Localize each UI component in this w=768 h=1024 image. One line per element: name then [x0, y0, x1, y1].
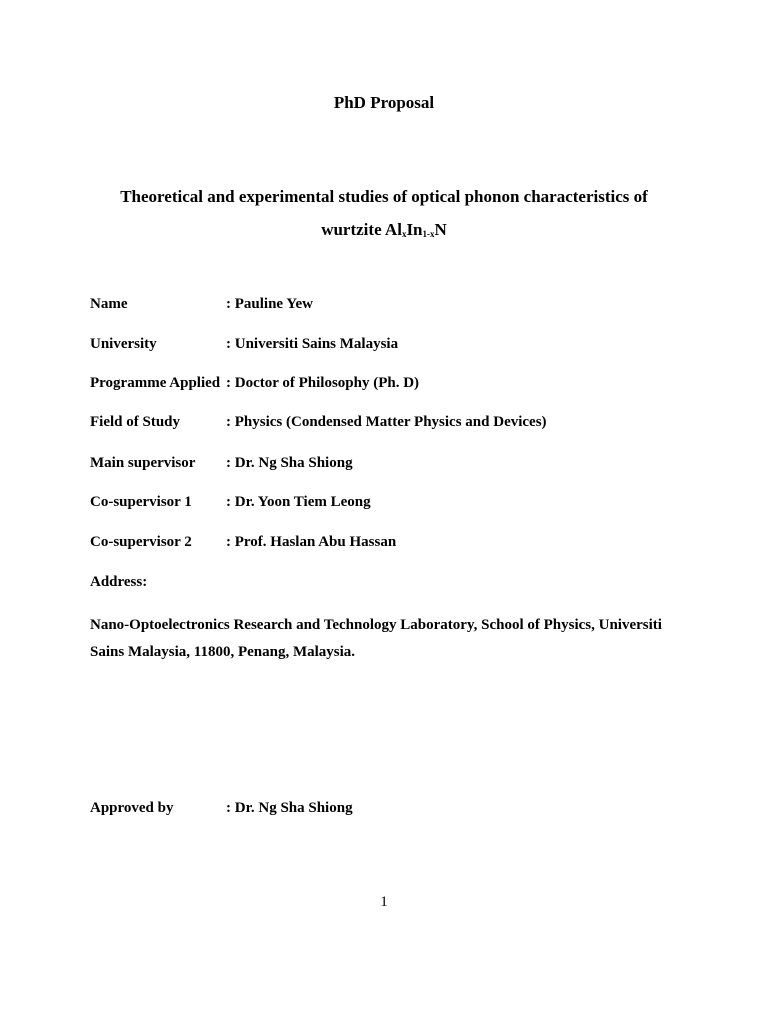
address-text: Nano-Optoelectronics Research and Technology Laboratory, School of Physics, Universiti Sains Malaysia, 11800, Penang, Malaysia. — [90, 617, 662, 660]
field-value: : Dr. Ng Sha Shiong — [226, 800, 353, 816]
field-label: Approved by — [90, 800, 174, 816]
field-label: Co-supervisor 2 — [90, 534, 192, 550]
thesis-title — [84, 180, 684, 246]
field-value: : Doctor of Philosophy (Ph. D) — [226, 375, 420, 391]
thesis-title-prefix: wurtzite Al — [321, 220, 402, 239]
field-value: : Pauline Yew — [226, 296, 313, 312]
subscript-x: x — [401, 229, 407, 239]
field-label: Name — [90, 296, 128, 312]
subscript-1-minus-x: 1-x — [422, 229, 435, 239]
thesis-title-suffix: N — [434, 220, 447, 239]
field-value: : Dr. Ng Sha Shiong — [226, 455, 353, 471]
field-value: : Prof. Haslan Abu Hassan — [226, 534, 397, 550]
field-label: Co-supervisor 1 — [90, 494, 192, 510]
field-value: : Dr. Yoon Tiem Leong — [226, 494, 371, 510]
page-number: 1 — [380, 894, 388, 910]
field-label: Field of Study — [90, 414, 181, 430]
field-value: : Universiti Sains Malaysia — [226, 336, 399, 352]
thesis-title-middle: In — [406, 220, 423, 239]
field-value: : Physics (Condensed Matter Physics and Devices) — [226, 414, 547, 430]
thesis-title-line-2 — [84, 213, 684, 246]
address-label: Address: — [90, 574, 148, 590]
field-label: Main supervisor — [90, 455, 196, 471]
field-label: Programme Applied — [90, 375, 221, 391]
field-label: University — [90, 336, 157, 352]
document-title: PhD Proposal — [333, 93, 435, 112]
thesis-title-line-1: Theoretical and experimental studies of optical phonon characteristics of — [120, 187, 648, 206]
